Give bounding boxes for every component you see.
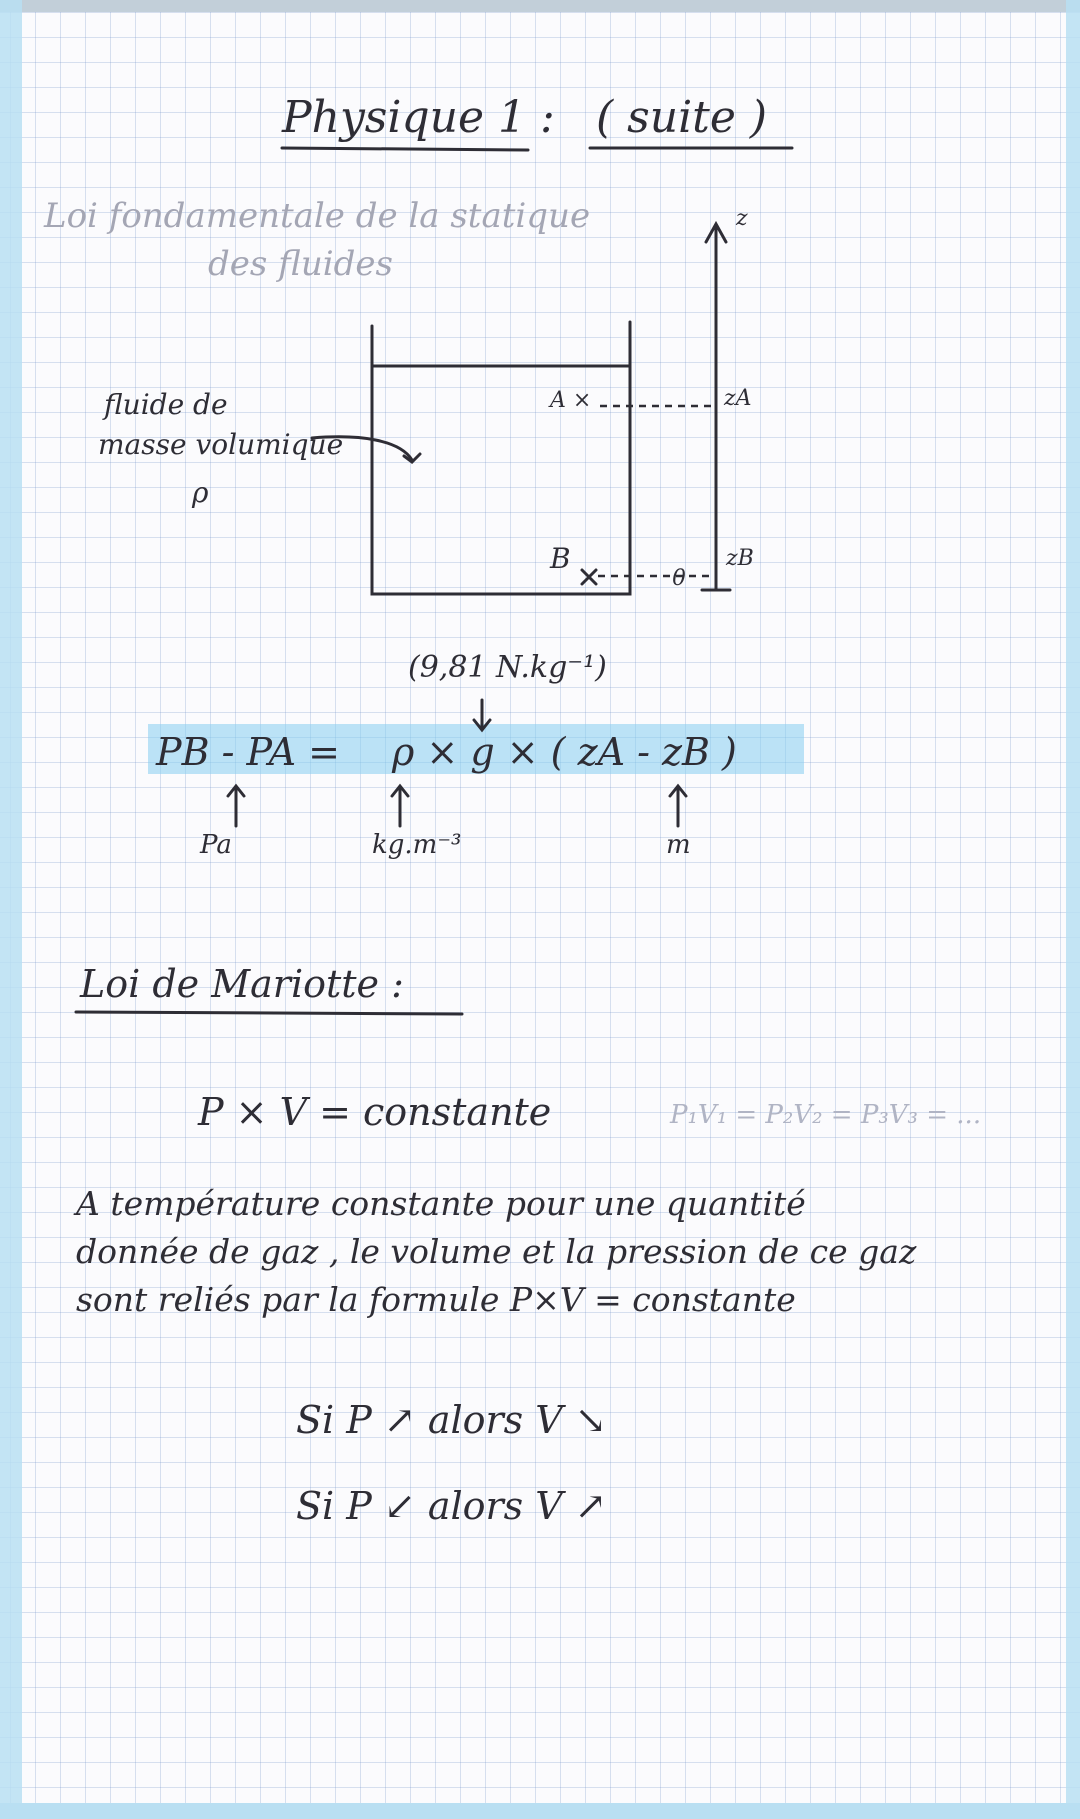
- unit-density: kg.m⁻³: [372, 830, 462, 860]
- page-title: Physique 1 :: [282, 92, 555, 143]
- mariotte-body-line2: donnée de gaz , le volume et la pression de ce gaz: [76, 1232, 917, 1271]
- mariotte-heading-underline: [76, 1012, 462, 1014]
- gravity-value: (9,81 N.kg⁻¹): [408, 650, 607, 685]
- rule-pressure-decrease: Si P ↙ alors V ↗: [296, 1484, 607, 1528]
- z-axis-label: z: [736, 206, 748, 231]
- zb-marker-label: zB: [726, 546, 754, 571]
- fluid-label-line1: fluide de: [104, 388, 228, 421]
- origin-label: 0: [672, 566, 686, 591]
- section1-heading-line1: Loi fondamentale de la statique: [44, 196, 591, 236]
- unit-meter: m: [666, 830, 691, 860]
- rule-pressure-increase: Si P ↗ alors V ↘: [296, 1398, 607, 1442]
- mariotte-heading: Loi de Mariotte :: [80, 962, 404, 1006]
- pressure-difference-lhs: PB - PA =: [156, 730, 340, 774]
- fluid-symbol: ρ: [192, 476, 209, 509]
- pressure-difference-rhs: ρ × g × ( zA - zB ): [392, 730, 737, 774]
- mariotte-body-line1: A température constante pour une quantité: [76, 1184, 806, 1223]
- mariotte-body-line3: sont reliés par la formule P×V = constante: [76, 1280, 796, 1319]
- page-title-suffix: ( suite ): [596, 92, 768, 143]
- fluid-label-arrow: [312, 437, 412, 460]
- point-a-label: A ×: [550, 388, 592, 413]
- unit-pascal: Pa: [200, 830, 232, 860]
- fluid-label-line2: masse volumique: [98, 428, 344, 461]
- point-b-cross: [582, 570, 596, 584]
- za-marker-label: zA: [724, 386, 752, 411]
- mariotte-side-note: P₁V₁ = P₂V₂ = P₃V₃ = ...: [670, 1100, 982, 1130]
- point-b-label: B: [550, 542, 571, 575]
- title-underline: [282, 148, 528, 150]
- section1-heading-line2: des fluides: [208, 244, 393, 284]
- mariotte-equation: P × V = constante: [198, 1090, 552, 1134]
